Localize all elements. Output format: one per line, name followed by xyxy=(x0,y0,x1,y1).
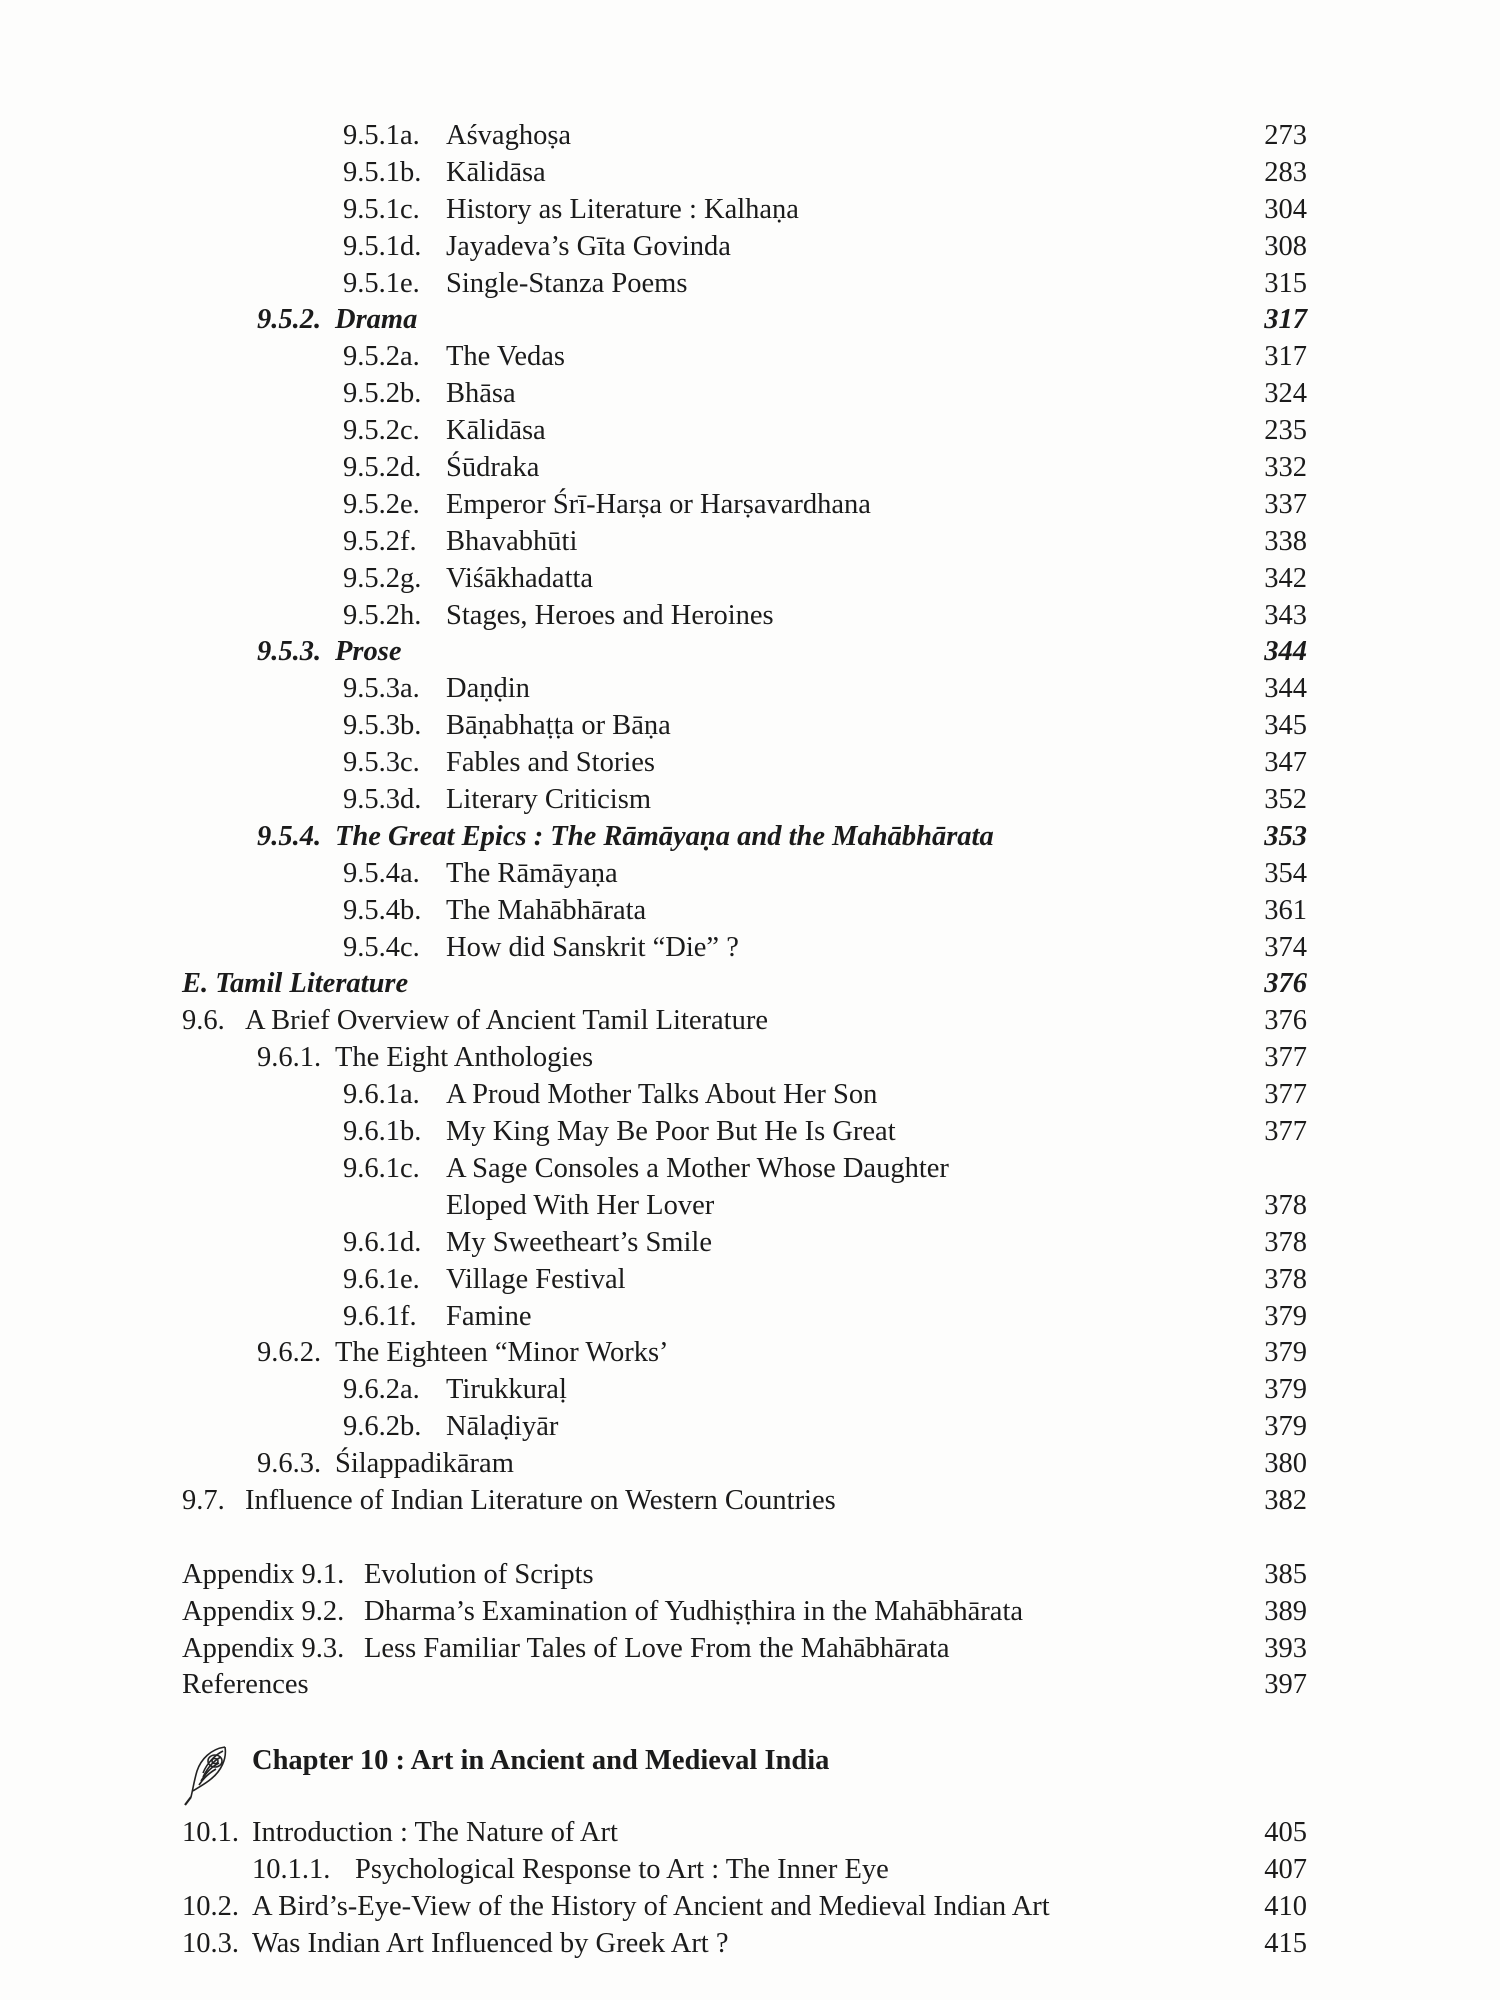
entry-number: 9.5.2f. xyxy=(343,525,417,557)
entry-title: Less Familiar Tales of Love From the Mahābhārata xyxy=(364,1632,950,1664)
toc-entry xyxy=(0,1299,1500,1336)
entry-title: A Proud Mother Talks About Her Son xyxy=(446,1079,878,1111)
entry-page-number: 379 xyxy=(1264,1300,1307,1332)
entry-title: History as Literature : Kalhaṇa xyxy=(446,193,799,225)
entry-number: 9.5.3d. xyxy=(343,784,422,816)
toc-entry xyxy=(0,155,1500,192)
entry-number: 9.6.1e. xyxy=(343,1263,420,1295)
entry-number: 9.5.2a. xyxy=(343,341,420,373)
entry-page-number: 377 xyxy=(1264,1116,1307,1148)
entry-page-number: 407 xyxy=(1264,1854,1307,1886)
toc-entry xyxy=(0,1667,1500,1704)
entry-number: 9.6.1. xyxy=(257,1042,322,1074)
entry-page-number: 343 xyxy=(1264,599,1307,631)
entry-page-number: 379 xyxy=(1264,1337,1307,1369)
entry-number: 9.6.1f. xyxy=(343,1300,417,1332)
toc-entry xyxy=(0,339,1500,376)
entry-title: Famine xyxy=(446,1300,532,1332)
entry-number: Appendix 9.3. xyxy=(182,1632,345,1664)
entry-number: 9.5.3a. xyxy=(343,673,420,705)
entry-title: Psychological Response to Art : The Inner Eye xyxy=(355,1854,889,1886)
entry-title: My Sweetheart’s Smile xyxy=(446,1226,712,1258)
entry-page-number: 376 xyxy=(1264,968,1307,1000)
toc-entry xyxy=(0,1409,1500,1446)
entry-title: Eloped With Her Lover xyxy=(446,1189,715,1221)
entry-title: Prose xyxy=(335,636,402,668)
entry-page-number: 338 xyxy=(1264,525,1307,557)
entry-page-number: 347 xyxy=(1264,747,1307,779)
toc-entry xyxy=(0,1335,1500,1372)
entry-page-number: 377 xyxy=(1264,1079,1307,1111)
entry-title: Influence of Indian Literature on Western Countries xyxy=(245,1484,836,1516)
entry-page-number: 393 xyxy=(1264,1632,1307,1664)
toc-entry xyxy=(0,1003,1500,1040)
toc-entry xyxy=(0,1040,1500,1077)
entry-title: Introduction : The Nature of Art xyxy=(252,1817,618,1849)
entry-page-number: 304 xyxy=(1264,193,1307,225)
entry-title: The Vedas xyxy=(446,341,565,373)
entry-page-number: 337 xyxy=(1264,488,1307,520)
entry-title: The Eight Anthologies xyxy=(335,1042,594,1074)
entry-page-number: 415 xyxy=(1264,1927,1307,1959)
toc-entry xyxy=(0,819,1500,856)
entry-title: Tirukkuraḷ xyxy=(446,1374,567,1406)
entry-page-number: 344 xyxy=(1264,673,1307,705)
toc-entry xyxy=(0,561,1500,598)
toc-entry xyxy=(0,671,1500,708)
entry-title: How did Sanskrit “Die” ? xyxy=(446,931,739,963)
entry-number: 9.5.3c. xyxy=(343,747,420,779)
toc-entry xyxy=(0,1926,1500,1963)
entry-number: 9.5.4c. xyxy=(343,931,420,963)
chapter-heading xyxy=(0,1741,1500,1815)
entry-number: 9.6. xyxy=(182,1005,225,1037)
entry-number: 9.6.1c. xyxy=(343,1152,420,1184)
entry-title: Bāṇabhaṭṭa or Bāṇa xyxy=(446,710,671,742)
entry-number: 9.7. xyxy=(182,1484,225,1516)
entry-page-number: 332 xyxy=(1264,452,1307,484)
entry-page-number: 378 xyxy=(1264,1263,1307,1295)
toc-entry xyxy=(0,1852,1500,1889)
entry-page-number: 410 xyxy=(1264,1890,1307,1922)
entry-number: Appendix 9.1. xyxy=(182,1558,345,1590)
entry-page-number: 389 xyxy=(1264,1595,1307,1627)
entry-title: The Great Epics : The Rāmāyaṇa and the Mahābhārata xyxy=(335,820,994,852)
entry-page-number: 315 xyxy=(1264,267,1307,299)
entry-page-number: 376 xyxy=(1264,1005,1307,1037)
entry-title: Kālidāsa xyxy=(446,156,546,188)
entry-number: 10.2. xyxy=(182,1890,239,1922)
entry-number: 9.5.1d. xyxy=(343,230,422,262)
entry-title: Nālaḍiyār xyxy=(446,1411,559,1443)
entry-number: 9.5.4a. xyxy=(343,857,420,889)
toc-entry xyxy=(0,1188,1500,1225)
entry-number: 9.6.1d. xyxy=(343,1226,422,1258)
toc-entry xyxy=(0,1077,1500,1114)
toc-section-chapter-10 xyxy=(0,1815,1500,1963)
entry-number: 9.5.1b. xyxy=(343,156,422,188)
toc-entry xyxy=(0,1815,1500,1852)
entry-title: Kālidāsa xyxy=(446,415,546,447)
toc-entry xyxy=(0,966,1500,1003)
entry-page-number: 385 xyxy=(1264,1558,1307,1590)
toc-entry xyxy=(0,1114,1500,1151)
entry-page-number: 380 xyxy=(1264,1448,1307,1480)
entry-title: The Mahābhārata xyxy=(446,894,647,926)
entry-page-number: 379 xyxy=(1264,1374,1307,1406)
entry-page-number: 353 xyxy=(1264,820,1307,852)
toc-entry xyxy=(0,376,1500,413)
entry-title: Drama xyxy=(335,304,418,336)
entry-number: Appendix 9.2. xyxy=(182,1595,345,1627)
entry-page-number: 283 xyxy=(1264,156,1307,188)
entry-number: 9.6.1b. xyxy=(343,1116,422,1148)
entry-page-number: 382 xyxy=(1264,1484,1307,1516)
entry-title: The Eighteen “Minor Works’ xyxy=(335,1337,669,1369)
toc-entry xyxy=(0,708,1500,745)
entry-number: 10.1.1. xyxy=(252,1854,331,1886)
toc-entry xyxy=(0,856,1500,893)
toc-entry xyxy=(0,930,1500,967)
entry-title: References xyxy=(182,1669,309,1701)
toc-entry xyxy=(0,118,1500,155)
entry-title: A Brief Overview of Ancient Tamil Literature xyxy=(245,1005,768,1037)
entry-title: A Bird’s-Eye-View of the History of Ancient and Medieval Indian Art xyxy=(252,1890,1050,1922)
entry-title: Evolution of Scripts xyxy=(364,1558,594,1590)
entry-page-number: 345 xyxy=(1264,710,1307,742)
entry-title: Emperor Śrī-Harṣa or Harṣavardhana xyxy=(446,488,871,520)
table-of-contents xyxy=(0,118,1500,1963)
entry-number: 9.6.3. xyxy=(257,1448,322,1480)
toc-entry xyxy=(0,1225,1500,1262)
section-gap xyxy=(0,1704,1500,1741)
toc-entry xyxy=(0,1446,1500,1483)
toc-entry xyxy=(0,1483,1500,1520)
toc-section-entries xyxy=(0,118,1500,1520)
entry-number: 9.6.1a. xyxy=(343,1079,420,1111)
entry-page-number: 308 xyxy=(1264,230,1307,262)
entry-number: 10.3. xyxy=(182,1927,239,1959)
toc-entry xyxy=(0,524,1500,561)
entry-number: 9.5.3b. xyxy=(343,710,422,742)
entry-page-number: 405 xyxy=(1264,1817,1307,1849)
entry-title: E. Tamil Literature xyxy=(182,968,409,1000)
entry-title: My King May Be Poor But He Is Great xyxy=(446,1116,896,1148)
entry-page-number: 352 xyxy=(1264,784,1307,816)
entry-title: Stages, Heroes and Heroines xyxy=(446,599,774,631)
entry-title: Aśvaghoṣa xyxy=(446,120,572,151)
entry-title: Śilappadikāram xyxy=(335,1448,514,1480)
entry-number: 9.5.4. xyxy=(257,820,322,852)
toc-entry xyxy=(0,192,1500,229)
entry-page-number: 273 xyxy=(1264,120,1307,151)
entry-page-number: 377 xyxy=(1264,1042,1307,1074)
toc-entry xyxy=(0,450,1500,487)
entry-title: Daṇḍin xyxy=(446,673,530,705)
entry-title: Single-Stanza Poems xyxy=(446,267,688,299)
entry-number: 9.6.2a. xyxy=(343,1374,420,1406)
toc-entry xyxy=(0,598,1500,635)
entry-title: Fables and Stories xyxy=(446,747,655,779)
entry-title: Bhāsa xyxy=(446,378,516,410)
entry-title: Was Indian Art Influenced by Greek Art ? xyxy=(252,1927,729,1959)
chapter-title: Chapter 10 : Art in Ancient and Medieval India xyxy=(252,1745,830,1777)
entry-number: 9.5.2d. xyxy=(343,452,422,484)
entry-page-number: 317 xyxy=(1264,341,1307,373)
entry-number: 9.6.2. xyxy=(257,1337,322,1369)
entry-number: 9.5.2c. xyxy=(343,415,420,447)
entry-page-number: 374 xyxy=(1264,931,1307,963)
toc-entry xyxy=(0,1372,1500,1409)
entry-page-number: 342 xyxy=(1264,562,1307,594)
entry-page-number: 378 xyxy=(1264,1226,1307,1258)
toc-section-appendix xyxy=(0,1557,1500,1705)
toc-entry xyxy=(0,413,1500,450)
entry-title: Literary Criticism xyxy=(446,784,651,816)
entry-page-number: 379 xyxy=(1264,1411,1307,1443)
section-gap xyxy=(0,1520,1500,1557)
toc-entry xyxy=(0,487,1500,524)
toc-entry xyxy=(0,1151,1500,1188)
toc-entry xyxy=(0,782,1500,819)
entry-number: 9.6.2b. xyxy=(343,1411,422,1443)
entry-page-number: 317 xyxy=(1264,304,1307,336)
toc-entry xyxy=(0,634,1500,671)
entry-page-number: 354 xyxy=(1264,857,1307,889)
entry-page-number: 397 xyxy=(1264,1669,1307,1701)
entry-page-number: 361 xyxy=(1264,894,1307,926)
entry-page-number: 235 xyxy=(1264,415,1307,447)
entry-page-number: 378 xyxy=(1264,1189,1307,1221)
entry-title: A Sage Consoles a Mother Whose Daughter xyxy=(446,1152,949,1184)
entry-number: 9.5.2b. xyxy=(343,378,422,410)
entry-page-number: 344 xyxy=(1264,636,1307,668)
entry-number: 9.5.1e. xyxy=(343,267,420,299)
entry-number: 9.5.2e. xyxy=(343,488,420,520)
toc-entry xyxy=(0,266,1500,303)
entry-title: The Rāmāyaṇa xyxy=(446,857,618,889)
entry-title: Śūdraka xyxy=(446,452,540,484)
entry-title: Viśākhadatta xyxy=(446,562,594,594)
entry-title: Dharma’s Examination of Yudhiṣṭhira in the Mahābhārata xyxy=(364,1595,1024,1627)
entry-title: Jayadeva’s Gīta Govinda xyxy=(446,230,731,262)
entry-number: 9.5.2h. xyxy=(343,599,422,631)
toc-entry xyxy=(0,1262,1500,1299)
feather-icon xyxy=(181,1741,235,1807)
toc-entry xyxy=(0,893,1500,930)
toc-entry xyxy=(0,1557,1500,1594)
toc-entry xyxy=(0,1594,1500,1631)
entry-number: 9.5.1a. xyxy=(343,120,420,151)
toc-entry xyxy=(0,229,1500,266)
entry-title: Bhavabhūti xyxy=(446,525,578,557)
toc-entry xyxy=(0,1889,1500,1926)
entry-number: 9.5.4b. xyxy=(343,894,422,926)
toc-entry xyxy=(0,302,1500,339)
entry-number: 9.5.2. xyxy=(257,304,322,336)
toc-entry xyxy=(0,1631,1500,1668)
entry-number: 10.1. xyxy=(182,1817,239,1849)
entry-number: 9.5.2g. xyxy=(343,562,422,594)
entry-title: Village Festival xyxy=(446,1263,626,1295)
entry-number: 9.5.3. xyxy=(257,636,322,668)
entry-page-number: 324 xyxy=(1264,378,1307,410)
entry-number: 9.5.1c. xyxy=(343,193,420,225)
toc-entry xyxy=(0,745,1500,782)
